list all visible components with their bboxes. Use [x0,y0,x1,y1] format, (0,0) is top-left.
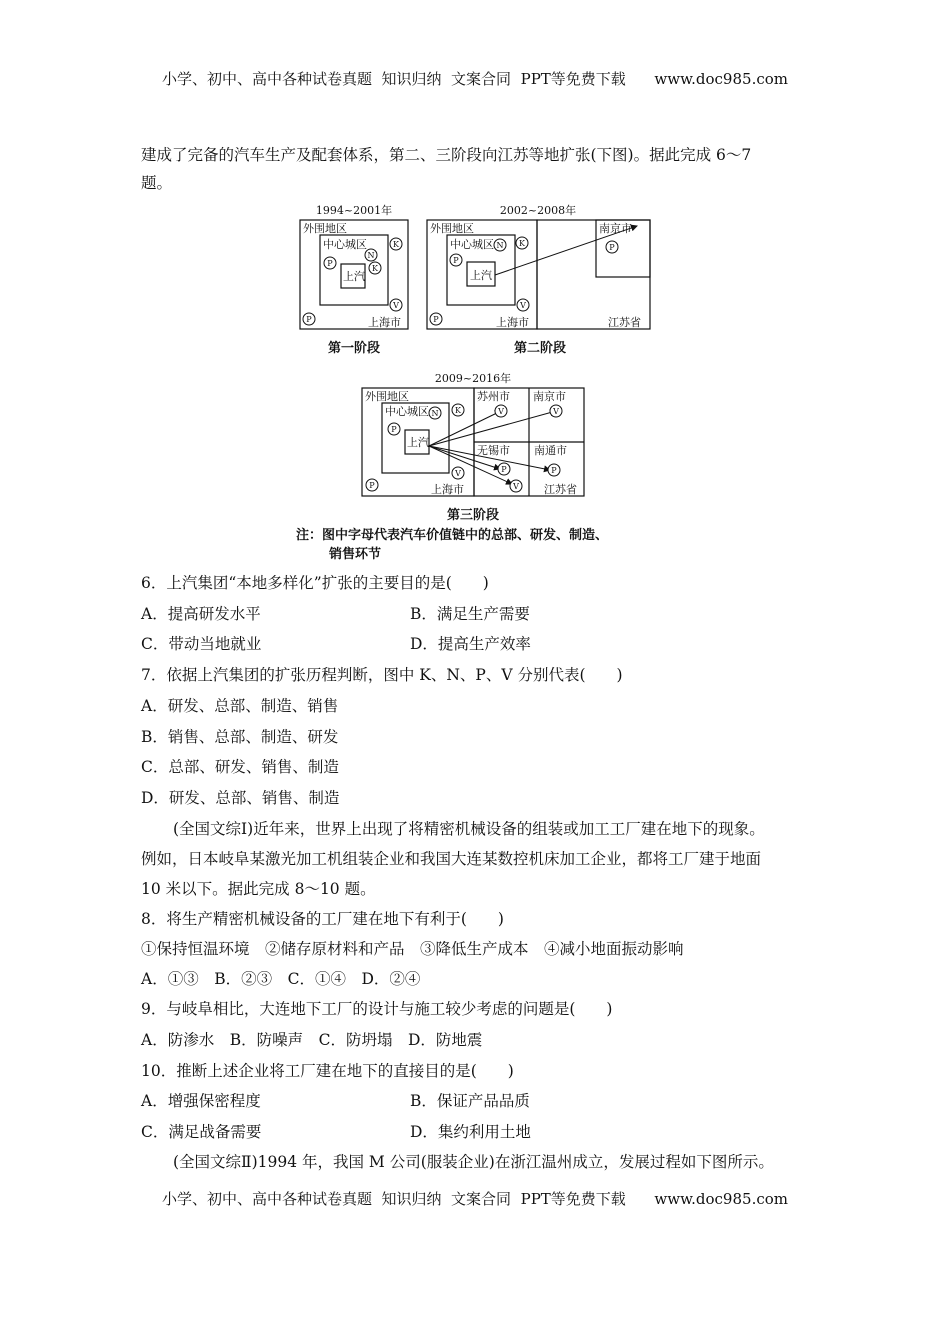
para2-line-2: 例如，日本岐阜某激光加工机组装企业和我国大连某数控机床加工企业，都将工厂建于地面 [141,850,762,868]
label-nantong: 南通市 [534,444,567,457]
q6-option-b: B．满足生产需要 [410,605,530,623]
stage2-caption: 第二阶段 [513,341,567,356]
q10-stem: 10．推断上述企业将工厂建在地下的直接目的是( ) [141,1062,514,1080]
label-saic: 上汽 [407,436,429,449]
letter-n: N [367,251,375,260]
letter-p: P [609,243,615,252]
q9-stem: 9．与岐阜相比，大连地下工厂的设计与施工较少考虑的问题是( ) [141,1000,613,1018]
label-center: 中心城区 [385,405,429,418]
stage3-caption: 第三阶段 [446,508,500,523]
q9-options: A．防渗水 B．防噪声 C．防坍塌 D．防地震 [141,1031,483,1049]
label-saic: 上汽 [343,270,365,283]
q8-items: ①保持恒温环境 ②储存原材料和产品 ③降低生产成本 ④减小地面振动影响 [141,940,684,958]
q7-option-a: A．研发、总部、制造、销售 [141,697,339,715]
label-shanghai: 上海市 [431,483,464,496]
letter-v: V [513,482,519,491]
label-center: 中心城区 [323,238,367,251]
letter-p: P [433,315,439,324]
intro-line-1: 建成了完备的汽车生产及配套体系，第二、三阶段向江苏等地扩张(下图)。据此完成 6～7 [141,146,752,164]
q10-option-a: A．增强保密程度 [141,1092,261,1110]
q7-option-c: C．总部、研发、销售、制造 [141,758,339,776]
label-wuxi: 无锡市 [477,444,510,457]
stage2-years: 2002~2008年 [499,204,577,217]
para2-line-3: 10 米以下。据此完成 8～10 题。 [141,880,376,898]
letter-k: K [455,406,461,415]
q10-option-c: C．满足战备需要 [141,1123,262,1141]
letter-v: V [455,469,461,478]
q6-option-a: A．提高研发水平 [141,605,261,623]
label-nanjing: 南京市 [533,390,566,403]
q10-option-d: D．集约利用土地 [410,1123,531,1141]
q6-stem: 6．上汽集团“本地多样化”扩张的主要目的是( ) [141,574,489,592]
label-outer: 外围地区 [365,390,409,403]
page-header: 小学、初中、高中各种试卷真题 知识归纳 文案合同 PPT等免费下载 www.doc985.com [161,70,788,88]
letter-v: V [553,407,559,416]
intro-line-2: 题。 [141,174,173,192]
label-nanjing: 南京市 [599,222,632,235]
letter-p: P [306,315,312,324]
figure-note-1: 注：图中字母代表汽车价值链中的总部、研发、制造、 [296,528,609,543]
letter-k: K [519,239,525,248]
letter-p: P [501,465,507,474]
q6-option-d: D．提高生产效率 [410,635,531,653]
label-outer: 外围地区 [430,222,474,235]
stage1-years: 1994~2001年 [315,204,393,217]
label-jiangsu: 江苏省 [544,483,577,496]
saic-expansion-figure [290,200,680,565]
letter-p: P [369,481,375,490]
figure-note-2: 销售环节 [329,547,382,562]
q10-option-b: B．保证产品品质 [410,1092,530,1110]
q8-options: A．①③ B．②③ C．①④ D．②④ [141,970,421,988]
letter-n: N [496,241,504,250]
letter-p: P [551,466,557,475]
q8-stem: 8．将生产精密机械设备的工厂建在地下有利于( ) [141,910,504,928]
letter-n: N [431,409,439,418]
stage1-caption: 第一阶段 [327,341,381,356]
q6-option-c: C．带动当地就业 [141,635,262,653]
label-suzhou: 苏州市 [477,390,510,403]
letter-k: K [393,240,399,249]
label-saic: 上汽 [470,269,492,282]
letter-v: V [498,407,504,416]
label-outer: 外围地区 [303,222,347,235]
letter-p: P [327,259,333,268]
label-center: 中心城区 [450,238,494,251]
para2-line-1: (全国文综Ⅰ)近年来，世界上出现了将精密机械设备的组装或加工工厂建在地下的现象。 [173,820,765,838]
letter-p: P [453,256,459,265]
page-footer: 小学、初中、高中各种试卷真题 知识归纳 文案合同 PPT等免费下载 www.doc985.com [161,1190,788,1208]
para3: (全国文综Ⅱ)1994 年，我国 M 公司(服装企业)在浙江温州成立，发展过程如下图所示。 [173,1153,774,1171]
q7-stem: 7．依据上汽集团的扩张历程判断，图中 K、N、P、V 分别代表( ) [141,666,623,684]
stage3-years: 2009~2016年 [434,372,512,385]
letter-k: K [372,264,378,273]
q7-option-d: D．研发、总部、销售、制造 [141,789,340,807]
letter-p: P [391,425,397,434]
letter-v: V [393,301,399,310]
label-jiangsu: 江苏省 [608,316,641,329]
q7-option-b: B．销售、总部、制造、研发 [141,728,339,746]
label-shanghai: 上海市 [496,316,529,329]
letter-v: V [520,301,526,310]
label-shanghai: 上海市 [368,316,401,329]
